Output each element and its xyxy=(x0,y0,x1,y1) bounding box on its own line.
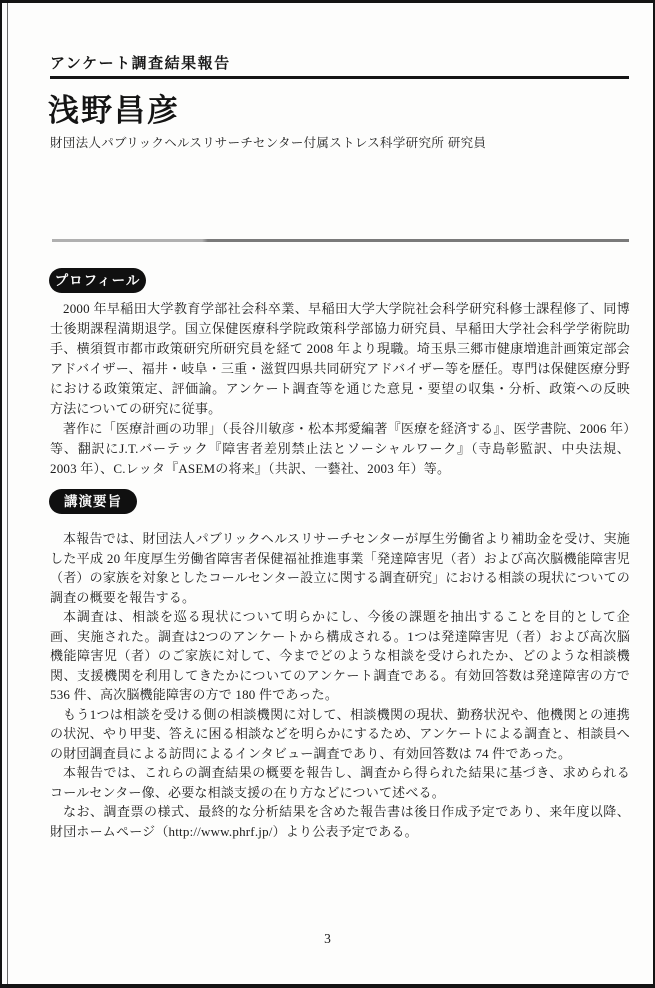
profile-paragraph: 著作に「医療計画の功罪」（長谷川敏彦・松本邦愛編著『医療を経済する』、医学書院、2006 年）等、翻訳にJ.T.バーテック『障害者差別禁止法とソーシャルワーク』（寺島彰監訳、中央法規、2003 年）、C.レッタ『ASEMの将来』（共訳、一藝社、2003 年）等。 xyxy=(50,421,630,476)
scan-edge-line xyxy=(7,3,8,984)
document-kicker: アンケート調査結果報告 xyxy=(50,55,231,72)
profile-section-label: プロフィール xyxy=(49,268,146,293)
speaker-name: 浅野昌彦 xyxy=(48,93,180,128)
abstract-paragraph: なお、調査票の様式、最終的な分析結果を含めた報告書は後日作成予定であり、来年度以降、財団ホームページ（http://www.phrf.jp/）より公表予定である。 xyxy=(50,804,630,839)
abstract-section-label: 講演要旨 xyxy=(49,489,137,514)
profile-paragraph: 2000 年早稲田大学教育学部社会科卒業、早稲田大学大学院社会科学研究科修士課程修了、同博士後期課程満期退学。国立保健医療科学院政策科学部協力研究員、早稲田大学社会科学学術院助手、横須賀市都市政策研究所研究員を経て 2008 年より現職。埼玉県三郷市健康増進計画策定部会アドバイザー、福井・岐阜・三重・滋賀四県共同研究アドバイザー等を歴任。専門は保健医療分野における政策策定、評価論。アンケート調査等を通じた意見・要望の収集・分析、政策への反映方法についての研究に従事。 xyxy=(50,301,630,416)
abstract-paragraph: 本調査は、相談を巡る現状について明らかにし、今後の課題を抽出することを目的として企画、実施された。調査は2つのアンケートから構成される。1つは発達障害児（者）および高次脳機能障害児（者）のご家族に対して、今までどのような相談を受けられたか、どのような相談機関、支援機関を利用してきたかについてのアンケート調査である。有効回答数は発達障害の方で 536 件、高次脳機能障害の方で 180 件であった。 xyxy=(50,609,630,702)
profile-section-body xyxy=(50,299,630,479)
kicker-divider-rule xyxy=(50,76,629,79)
abstract-paragraph: 本報告では、これらの調査結果の概要を報告し、調査から得られた結果に基づき、求められるコールセンター像、必要な相談支援の在り方などについて述べる。 xyxy=(50,765,630,800)
abstract-paragraph: 本報告では、財団法人パブリックヘルスリサーチセンターが厚生労働省より補助金を受け、実施した平成 20 年度厚生労働省障害者保健福祉推進事業「発達障害児（者）および高次脳機能障害児（者）の家族を対象としたコールセンター設立に関する調査研究」における相談の現状についての調査の概要を報告する。 xyxy=(50,531,630,605)
abstract-paragraph: もう1つは相談を受ける側の相談機関に対して、相談機関の現状、勤務状況や、他機関との連携の状況、やり甲斐、答えに困る相談などを明らかにするため、アンケートによる調査と、相談員への財団調査員による訪問によるインタビュー調査であり、有効回答数は 74 件であった。 xyxy=(50,706,630,761)
section-divider-rule xyxy=(52,239,629,242)
abstract-section-body xyxy=(50,529,630,841)
page-number: 3 xyxy=(324,931,331,946)
speaker-affiliation: 財団法人パブリックヘルスリサーチセンター付属ストレス科学研究所 研究員 xyxy=(50,136,487,150)
